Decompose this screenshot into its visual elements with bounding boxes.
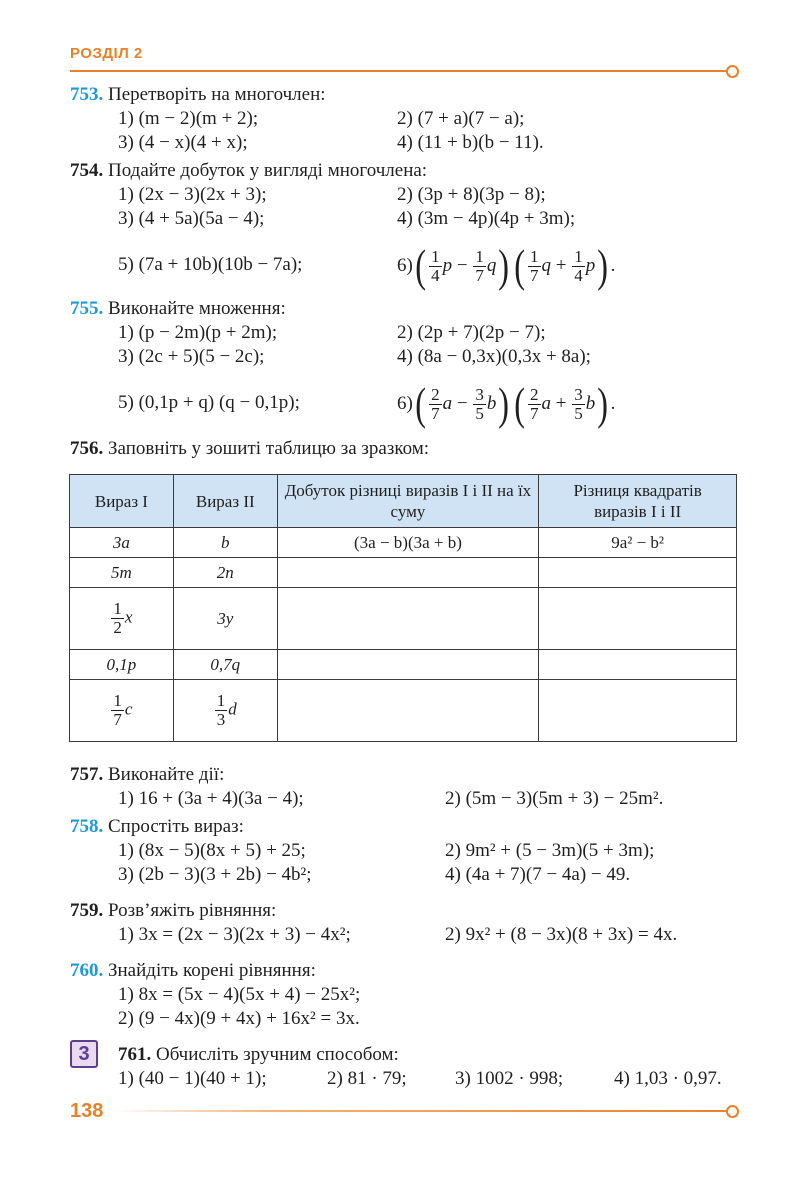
item: 2) 81 · 79; bbox=[327, 1068, 407, 1089]
problem-759 bbox=[70, 900, 276, 922]
table-header: Вираз II bbox=[173, 475, 277, 528]
table-header-row bbox=[70, 475, 737, 528]
fraction: $\frac{1}{7}$ bbox=[530, 246, 539, 285]
right-paren: ) bbox=[498, 240, 510, 291]
table-cell: 0,7q bbox=[173, 650, 277, 680]
table-cell-empty bbox=[539, 650, 737, 680]
problem-title: Перетворіть на многочлен: bbox=[108, 84, 326, 105]
table-cell-empty bbox=[277, 588, 539, 650]
item: 1) 3x = (2x − 3)(2x + 3) − 4x²; bbox=[118, 924, 351, 945]
item-label: 6) bbox=[397, 393, 413, 414]
problem-title: Заповніть у зошиті таблицю за зразком: bbox=[108, 438, 430, 459]
table-cell: 9a² − b² bbox=[539, 528, 737, 558]
problem-title: Виконайте множення: bbox=[108, 298, 286, 319]
item: 4) (3m − 4p)(4p + 3m); bbox=[397, 208, 576, 229]
right-paren: ) bbox=[498, 378, 510, 429]
table-cell-empty bbox=[539, 588, 737, 650]
table-cell: 3a bbox=[70, 528, 174, 558]
fraction: $\frac{2}{7}$ bbox=[530, 384, 539, 423]
table-cell: 0,1p bbox=[70, 650, 174, 680]
table-row bbox=[70, 650, 737, 680]
item: 1) (8x − 5)(8x + 5) + 25; bbox=[118, 840, 306, 861]
problem-753 bbox=[70, 84, 326, 106]
footer-rule bbox=[110, 1110, 728, 1112]
left-paren: ( bbox=[514, 378, 525, 429]
table-cell: $\frac{1}{2}$ x bbox=[70, 588, 174, 650]
table-cell: 2n bbox=[173, 558, 277, 588]
expressions-table bbox=[69, 474, 737, 742]
item: 2) (9 − 4x)(9 + 4x) + 16x² = 3x. bbox=[118, 1008, 360, 1029]
item: 2) (2p + 7)(2p − 7); bbox=[397, 322, 546, 343]
table-cell-empty bbox=[277, 680, 539, 742]
table-cell: 5m bbox=[70, 558, 174, 588]
item: 3) 1002 · 998; bbox=[455, 1068, 564, 1089]
fraction: $\frac{1}{4}$ bbox=[431, 246, 440, 285]
problem-title: Подайте добуток у вигляді многочлена: bbox=[108, 160, 428, 181]
right-paren: ) bbox=[597, 378, 609, 429]
table-header: Різниця квадратів виразів I і II bbox=[539, 475, 737, 528]
item: 2) (7 + a)(7 − a); bbox=[397, 108, 525, 129]
fraction: $\frac{1}{7}$ bbox=[475, 246, 484, 285]
item: 2) 9m² + (5 − 3m)(5 + 3m); bbox=[445, 840, 655, 861]
item: 4) (4a + 7)(7 − 4a) − 49. bbox=[445, 864, 631, 885]
section-header: РОЗДІЛ 2 bbox=[70, 45, 143, 62]
problem-758 bbox=[70, 816, 244, 838]
problem-number: 756. bbox=[70, 438, 104, 459]
problem-number: 758. bbox=[70, 816, 104, 837]
table-cell-empty bbox=[539, 680, 737, 742]
table-cell: $\frac{1}{3}$ d bbox=[173, 680, 277, 742]
item: 1) 8x = (5x − 4)(5x + 4) − 25x²; bbox=[118, 984, 361, 1005]
problem-title: Розв’яжіть рівняння: bbox=[108, 900, 277, 921]
problem-number: 757. bbox=[70, 764, 104, 785]
fraction: $\frac{2}{7}$ bbox=[431, 384, 440, 423]
problem-761 bbox=[118, 1044, 399, 1066]
left-paren: ( bbox=[514, 240, 525, 291]
item: 3) (4 − x)(4 + x); bbox=[118, 132, 248, 153]
problem-title: Виконайте дії: bbox=[108, 764, 225, 785]
item-fraction-expression: 6) ( $\frac{2}{7}$ a − $\frac{3}{5}$ b ) ( $\frac{2}{7}$ a + $\frac{3}{5}$ b ) . bbox=[397, 378, 616, 429]
table-header: Вираз I bbox=[70, 475, 174, 528]
table-cell: b bbox=[173, 528, 277, 558]
fraction: $\frac{1}{4}$ bbox=[574, 246, 583, 285]
item-label: 6) bbox=[397, 255, 413, 276]
item: 5) (0,1p + q) (q − 0,1p); bbox=[118, 392, 300, 413]
problem-755 bbox=[70, 298, 286, 320]
item: 3) (4 + 5a)(5a − 4); bbox=[118, 208, 265, 229]
item: 3) (2c + 5)(5 − 2c); bbox=[118, 346, 265, 367]
table-row bbox=[70, 680, 737, 742]
item: 2) 9x² + (8 − 3x)(8 + 3x) = 4x. bbox=[445, 924, 678, 945]
item: 2) (5m − 3)(5m + 3) − 25m². bbox=[445, 788, 664, 809]
header-rule-dot bbox=[726, 65, 739, 78]
item: 4) (8a − 0,3x)(0,3x + 8a); bbox=[397, 346, 591, 367]
table-row bbox=[70, 588, 737, 650]
left-paren: ( bbox=[415, 240, 426, 291]
problem-756 bbox=[70, 438, 429, 460]
problem-number: 760. bbox=[70, 960, 104, 981]
problem-title: Знайдіть корені рівняння: bbox=[108, 960, 316, 981]
problem-number: 753. bbox=[70, 84, 104, 105]
item: 1) 16 + (3a + 4)(3a − 4); bbox=[118, 788, 304, 809]
problem-number: 759. bbox=[70, 900, 104, 921]
difficulty-level-3-icon: 3 bbox=[70, 1040, 98, 1068]
problem-754 bbox=[70, 160, 427, 182]
problem-757 bbox=[70, 764, 224, 786]
item: 1) (2x − 3)(2x + 3); bbox=[118, 184, 267, 205]
header-rule bbox=[70, 70, 728, 72]
table-cell-empty bbox=[277, 558, 539, 588]
problem-number: 754. bbox=[70, 160, 104, 181]
item: 4) (11 + b)(b − 11). bbox=[397, 132, 544, 153]
problem-number: 755. bbox=[70, 298, 104, 319]
item-fraction-expression: 6) ( $\frac{1}{4}$ p − $\frac{1}{7}$ q ) ( $\frac{1}{7}$ q + $\frac{1}{4}$ p ) . bbox=[397, 240, 616, 291]
table-cell: 3y bbox=[173, 588, 277, 650]
table-cell: (3a − b)(3a + b) bbox=[277, 528, 539, 558]
problem-760 bbox=[70, 960, 316, 982]
problem-number: 761. bbox=[118, 1044, 152, 1065]
table-cell: $\frac{1}{7}$ c bbox=[70, 680, 174, 742]
item: 5) (7a + 10b)(10b − 7a); bbox=[118, 254, 303, 275]
table-cell-empty bbox=[539, 558, 737, 588]
problem-title: Обчисліть зручним способом: bbox=[156, 1044, 399, 1065]
right-paren: ) bbox=[597, 240, 609, 291]
fraction: $\frac{3}{5}$ bbox=[475, 384, 484, 423]
item: 1) (p − 2m)(p + 2m); bbox=[118, 322, 278, 343]
item: 3) (2b − 3)(3 + 2b) − 4b²; bbox=[118, 864, 312, 885]
left-paren: ( bbox=[415, 378, 426, 429]
item: 1) (m − 2)(m + 2); bbox=[118, 108, 259, 129]
table-row bbox=[70, 528, 737, 558]
table-header: Добуток різниці виразів I і II на їх суму bbox=[277, 475, 539, 528]
footer-rule-dot bbox=[726, 1105, 739, 1118]
table-row bbox=[70, 558, 737, 588]
item: 1) (40 − 1)(40 + 1); bbox=[118, 1068, 267, 1089]
fraction: $\frac{3}{5}$ bbox=[574, 384, 583, 423]
table-cell-empty bbox=[277, 650, 539, 680]
problem-title: Спростіть вираз: bbox=[108, 816, 244, 837]
page-number: 138 bbox=[70, 1100, 104, 1122]
item: 2) (3p + 8)(3p − 8); bbox=[397, 184, 546, 205]
item: 4) 1,03 · 0,97. bbox=[614, 1068, 722, 1089]
